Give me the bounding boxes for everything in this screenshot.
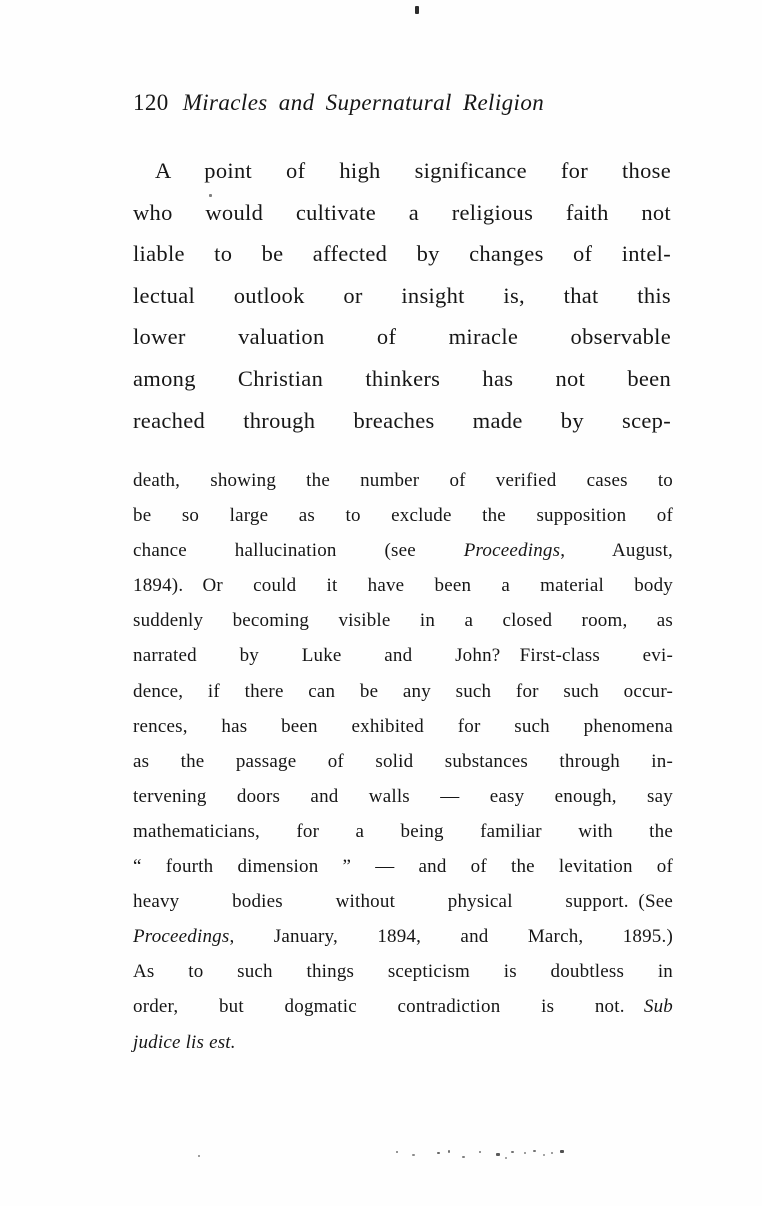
text-segment: narrated by Luke and John? First-class evi- (133, 645, 673, 667)
text-line (133, 849, 673, 884)
text-line (133, 744, 673, 779)
text-line (133, 568, 673, 603)
text-segment: “ fourth dimension ” — and of the levitation of (133, 856, 673, 878)
text-line (133, 603, 673, 638)
italic-text-segment: Proceedings (463, 540, 561, 562)
text-line (133, 638, 673, 673)
italic-text-segment: Proceedings (133, 926, 230, 948)
text-line (133, 1025, 673, 1060)
footnote (133, 463, 673, 1060)
main-paragraph (133, 150, 671, 441)
text-line (133, 192, 671, 234)
scan-speck (560, 1150, 564, 1153)
text-segment: liable to be affected by changes of intel- (133, 241, 671, 267)
scan-speck (533, 1150, 536, 1152)
scan-speck (462, 1156, 465, 1158)
text-line (133, 709, 673, 744)
text-line (133, 674, 673, 709)
scan-speck (496, 1153, 500, 1156)
text-line (133, 463, 673, 498)
text-segment: , January, 1894, and March, 1895.) (229, 926, 673, 948)
text-segment: lectual outlook or insight is, that this (133, 282, 671, 308)
text-segment: who would cultivate a religious faith not (133, 199, 671, 225)
text-line (133, 275, 671, 317)
scan-speck (396, 1151, 398, 1153)
text-segment: tervening doors and walls — easy enough, say (133, 785, 673, 807)
italic-text-segment: Sub (643, 996, 673, 1018)
scan-speck (412, 1154, 415, 1156)
text-line (133, 533, 673, 568)
text-segment: order, but dogmatic contradiction is not. (133, 996, 644, 1018)
text-segment: mathematicians, for a being familiar with the (133, 820, 673, 842)
page-header (133, 90, 673, 116)
text-segment: chance hallucination (see (133, 540, 464, 562)
text-segment: , August, (560, 540, 673, 562)
scan-speck (479, 1151, 481, 1153)
scan-speck (511, 1151, 514, 1153)
scan-speck (209, 194, 212, 197)
text-segment: as the passage of solid substances through in- (133, 750, 673, 772)
text-segment: suddenly becoming visible in a closed room, as (133, 610, 673, 632)
text-line (133, 989, 673, 1024)
text-line (133, 358, 671, 400)
text-segment: 1894). Or could it have been a material body (133, 575, 673, 597)
text-segment: be so large as to exclude the supposition of (133, 505, 673, 527)
text-line (133, 779, 673, 814)
text-segment: heavy bodies without physical support. (See (133, 891, 673, 913)
text-segment: rences, has been exhibited for such phenomena (133, 715, 673, 737)
text-segment: death, showing the number of verified cases to (133, 470, 673, 491)
text-segment: lower valuation of miracle observable (133, 324, 671, 350)
text-line (133, 233, 671, 275)
text-segment: A point of high significance for those (155, 158, 671, 183)
text-line (133, 400, 671, 442)
page-number: 120 (133, 90, 169, 115)
scan-speck (551, 1152, 553, 1154)
text-line (133, 316, 671, 358)
text-line (133, 954, 673, 989)
text-line (133, 919, 673, 954)
scan-speck (415, 6, 419, 14)
text-segment: reached through breaches made by scep- (133, 407, 671, 433)
scan-speck (505, 1157, 507, 1159)
text-line (133, 150, 671, 192)
scan-speck (543, 1154, 545, 1156)
text-line (133, 498, 673, 533)
scan-speck (437, 1152, 440, 1154)
text-segment: dence, if there can be any such for such occur- (133, 680, 673, 702)
scan-speck (198, 1155, 200, 1157)
text-line (133, 814, 673, 849)
italic-text-segment: judice lis est. (133, 1031, 236, 1053)
text-line (133, 884, 673, 919)
scan-speck (448, 1150, 450, 1153)
text-segment: As to such things scepticism is doubtless in (133, 961, 673, 983)
scan-speck (524, 1152, 526, 1154)
text-segment: among Christian thinkers has not been (133, 365, 671, 391)
running-title: Miracles and Supernatural Religion (182, 90, 545, 115)
